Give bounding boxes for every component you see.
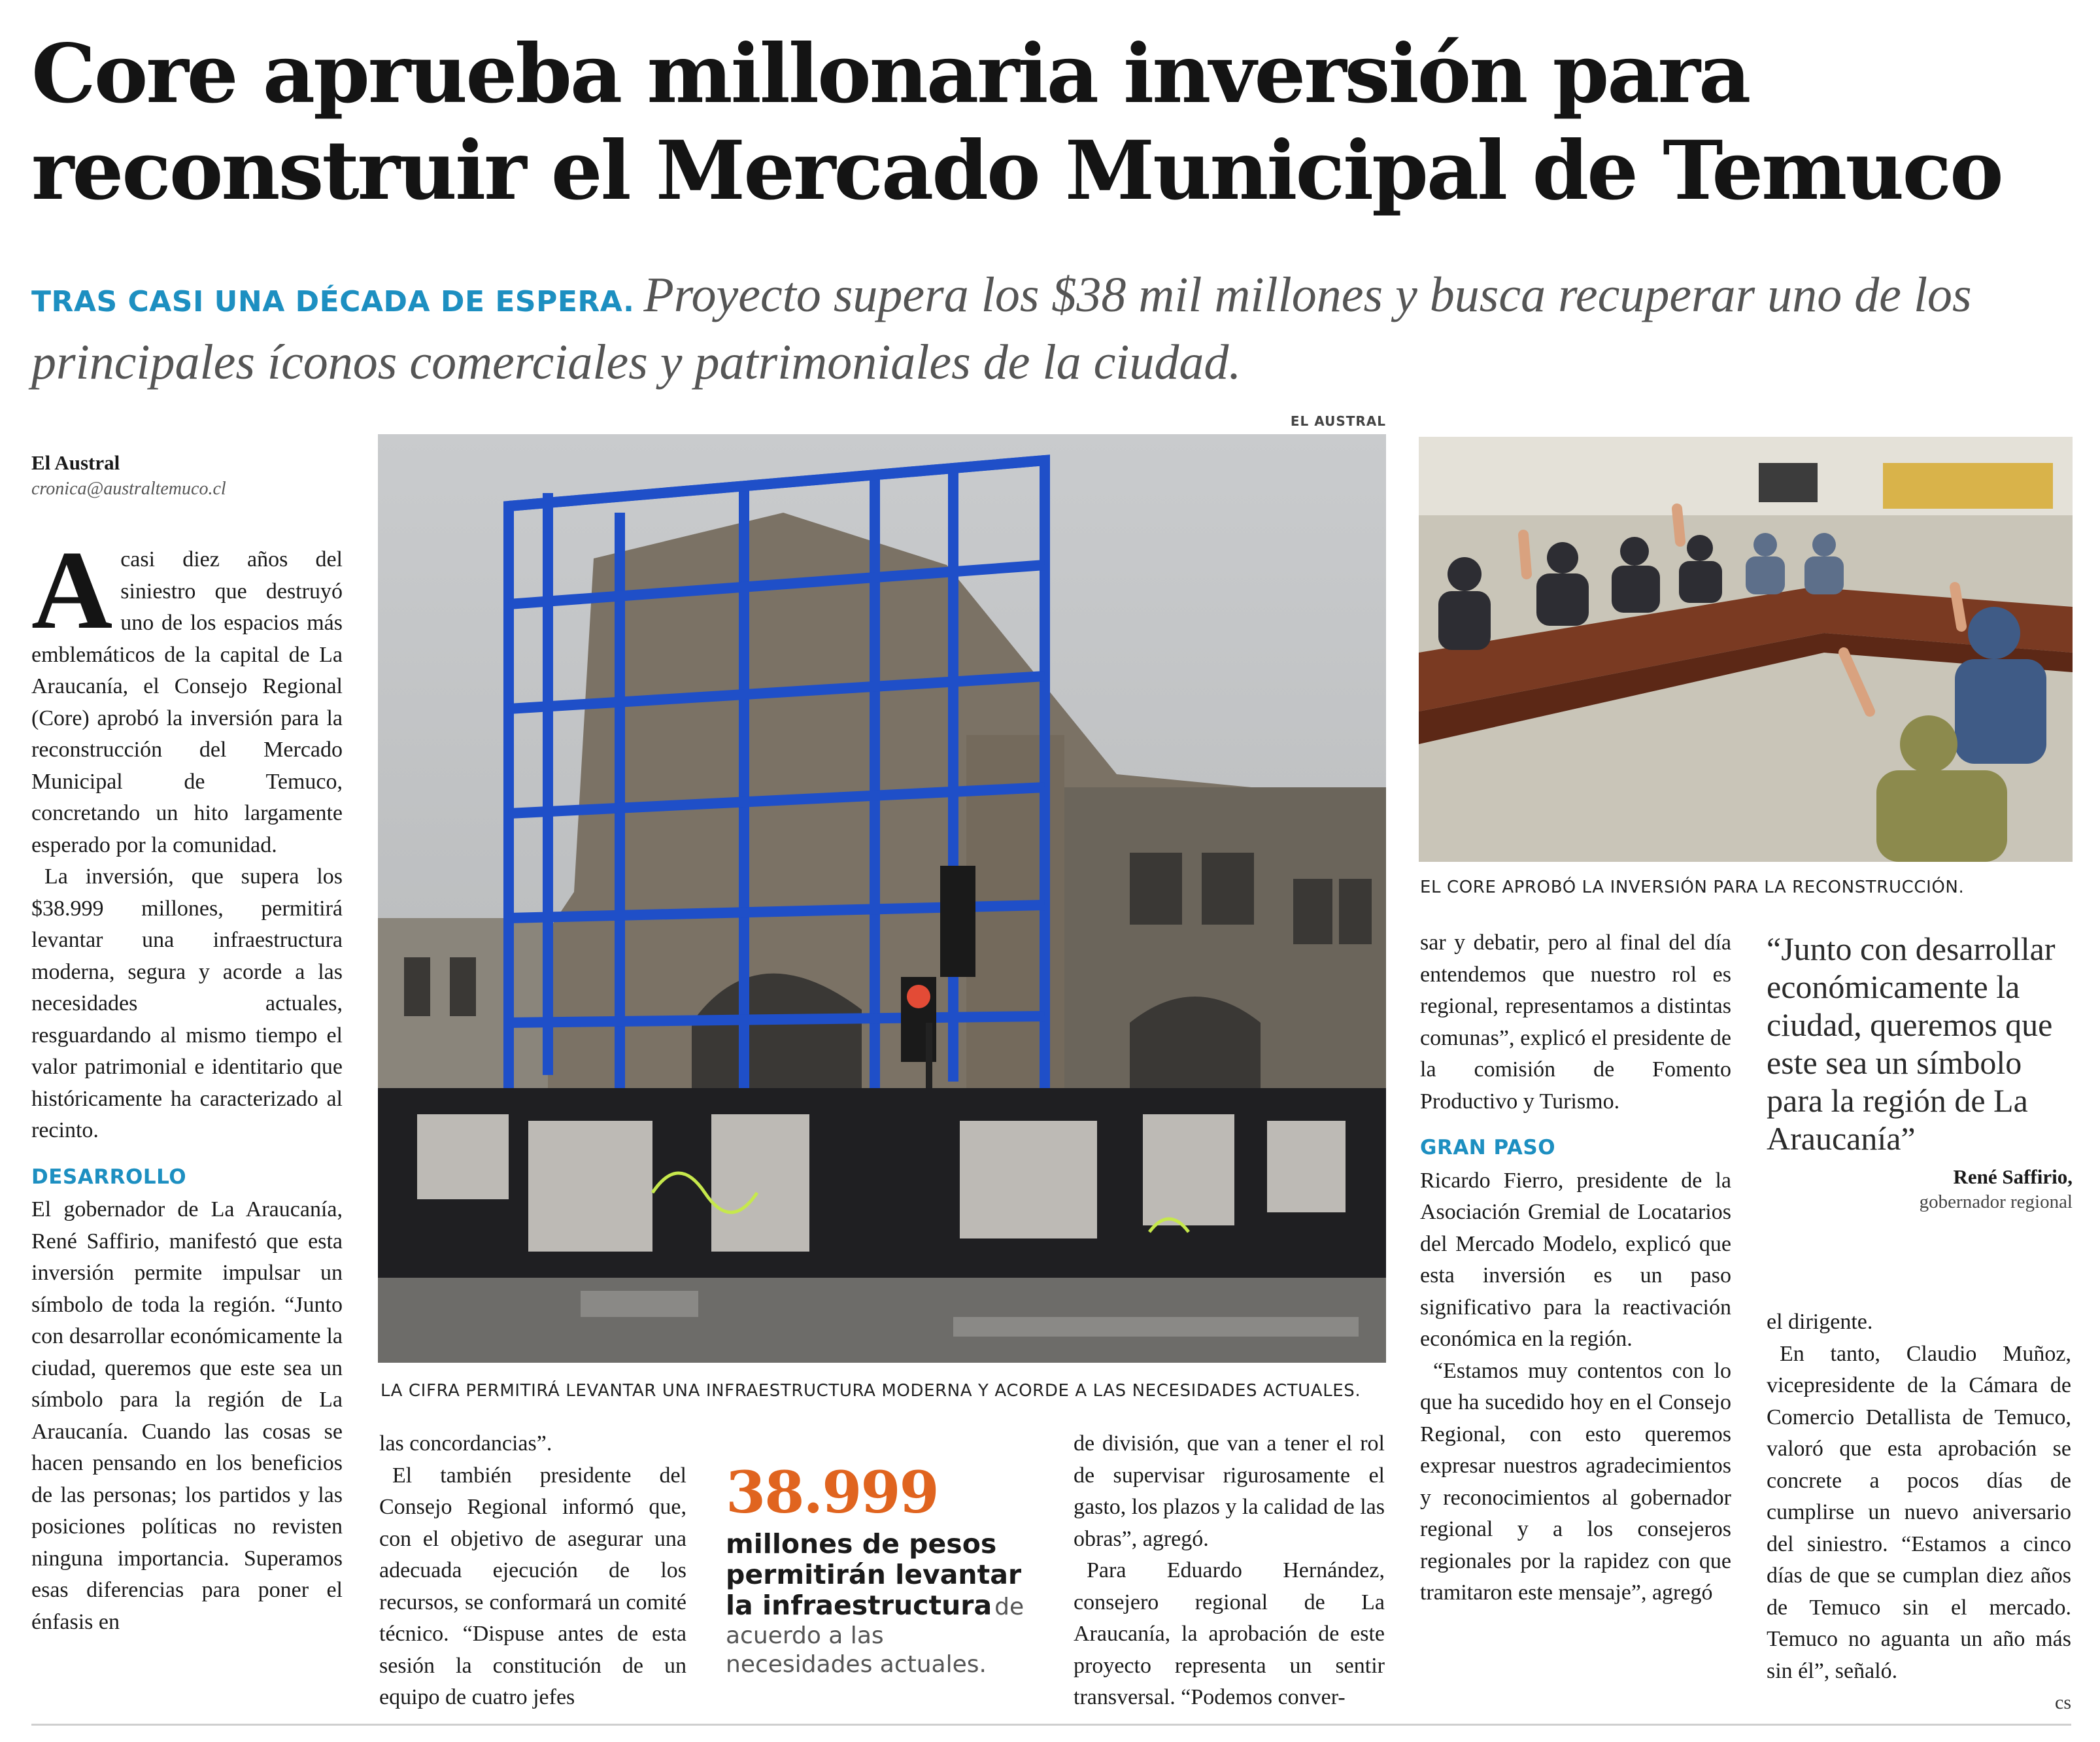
- stat-lead-text: millones de pesos permitirán levantar la infraestructura: [726, 1528, 1022, 1621]
- end-mark: cs: [2055, 1692, 2071, 1713]
- col3-paragraph-1: de división, que van a tener el rol de supervisar rigurosamente el gasto, los plazos y la calidad de las obras”, agregó.: [1074, 1431, 1385, 1551]
- col2-paragraph-1: las concordancias”.: [379, 1431, 552, 1456]
- col1-paragraph-1: casi diez años del siniestro que destruyó uno de los espacios más emblemáticos de la capital de La Araucanía, el Consejo Regional (Core) aprobó la inversión para la reconstrucción del Mercado Municipal de Temuco, concretando un hito largamente esperado por la comunidad.: [31, 547, 343, 857]
- byline-name: El Austral: [31, 451, 120, 474]
- column-5: [1767, 1306, 2071, 1719]
- deck-text: Proyecto supera los $38 mil millones y busca recuperar uno de los principales íconos comerciales y patrimoniales de la ciudad.: [31, 267, 1972, 390]
- deck: [31, 265, 2071, 392]
- market-building-illustration: [378, 434, 1386, 1363]
- meeting-photo: [1419, 437, 2073, 862]
- main-photo-caption: LA CIFRA PERMITIRÁ LEVANTAR UNA INFRAESTRUCTURA MODERNA Y ACORDE A LAS NECESIDADES ACTUALES.: [381, 1381, 1361, 1401]
- deck-kicker: TRAS CASI UNA DÉCADA DE ESPERA.: [31, 285, 635, 318]
- byline-email: cronica@australtemuco.cl: [31, 479, 226, 499]
- column-4: [1420, 927, 1731, 1609]
- pull-quote-name: René Saffirio,: [1953, 1165, 2073, 1188]
- col1-paragraph-3: El gobernador de La Araucanía, René Saffirio, manifestó que esta inversión permite impulsar un símbolo de toda la región. “Junto con desarrollar económicamente la ciudad, queremos que este sea un símbolo para la región de La Araucanía. Cuando las cosas se hacen pensando en los beneficios de las personas; los partidos y las posiciones políticas no revisten ninguna importancia. Superamos esas diferencias para poner el énfasis en: [31, 1197, 343, 1634]
- council-meeting-illustration: [1419, 437, 2073, 862]
- stat-description: [726, 1529, 1033, 1679]
- subhead-desarrollo: DESARROLLO: [31, 1165, 187, 1189]
- column-1: [31, 528, 343, 1638]
- col3-paragraph-2: Para Eduardo Hernández, consejero regional de La Araucanía, la aprobación de este proyecto representa un sentir transversal. “Podemos conver-: [1074, 1558, 1385, 1709]
- bottom-rule: [31, 1724, 2071, 1726]
- col5-paragraph-2: En tanto, Claudio Muñoz, vicepresidente de la Cámara de Comercio Detallista de Temuco, valoró que esta aprobación se concrete a pocos días de cumplirse un nuevo aniversario del siniestro. “Estamos a cinco días de que se cumplan diez años de Temuco sin el mercado. Temuco no aguanta un año más sin él”, señaló.: [1767, 1341, 2071, 1683]
- headline: Core aprueba millonaria inversión para reconstruir el Mercado Municipal de Temuco: [31, 27, 2002, 218]
- col4-paragraph-2: Ricardo Fierro, presidente de la Asociación Gremial de Locatarios del Mercado Modelo, explicó que esta inversión es un paso significativo para la reactivación económica en la región.: [1420, 1168, 1731, 1351]
- col1-paragraph-2: La inversión, que supera los $38.999 millones, permitirá levantar una infraestructura moderna, segura y acorde a las necesidades actuales, resguardando al mismo tiempo el valor patrimonial e identitario que históricamente ha caracterizado al recinto.: [31, 864, 343, 1142]
- stat-tail-text: de acuerdo a las necesidades actuales.: [726, 1594, 1025, 1678]
- subhead-gran-paso: GRAN PASO: [1420, 1136, 1556, 1159]
- column-2: [379, 1428, 686, 1714]
- photo-credit: EL AUSTRAL: [1290, 413, 1386, 429]
- column-3: [1074, 1428, 1385, 1714]
- byline: [31, 451, 345, 500]
- pull-quote: [1767, 930, 2073, 1213]
- dropcap: A: [31, 528, 113, 653]
- stat-box: [726, 1458, 1033, 1679]
- meeting-photo-caption: EL CORE APROBÓ LA INVERSIÓN PARA LA RECONSTRUCCIÓN.: [1420, 878, 1965, 897]
- col2-paragraph-2: El también presidente del Consejo Regional informó que, con el objetivo de asegurar una adecuada ejecución de los recursos, se conformará un comité técnico. “Dispuse antes de esta sesión la constitución de un equipo de cuatro jefes: [379, 1463, 686, 1709]
- col4-paragraph-1: sar y debatir, pero al final del día entendemos que nuestro rol es regional, representamos a distintas comunas”, explicó el presidente de la comisión de Fomento Productivo y Turismo.: [1420, 931, 1731, 1114]
- stat-number: 38.999: [726, 1458, 938, 1526]
- main-photo: [378, 434, 1386, 1363]
- pull-quote-role: gobernador regional: [1919, 1191, 2073, 1212]
- col5-paragraph-1: el dirigente.: [1767, 1310, 1873, 1334]
- pull-quote-text: “Junto con desarrollar económicamente la ciudad, queremos que este sea un símbolo para la región de La Araucanía”: [1767, 931, 2056, 1157]
- col4-paragraph-3: “Estamos muy contentos con lo que ha sucedido hoy en el Consejo Regional, con esto queremos expresar nuestros agradecimientos y reconocimientos al gobernador regional y a los consejeros regionales por la rapidez con que tramitaron este mensaje”, agregó: [1420, 1358, 1731, 1605]
